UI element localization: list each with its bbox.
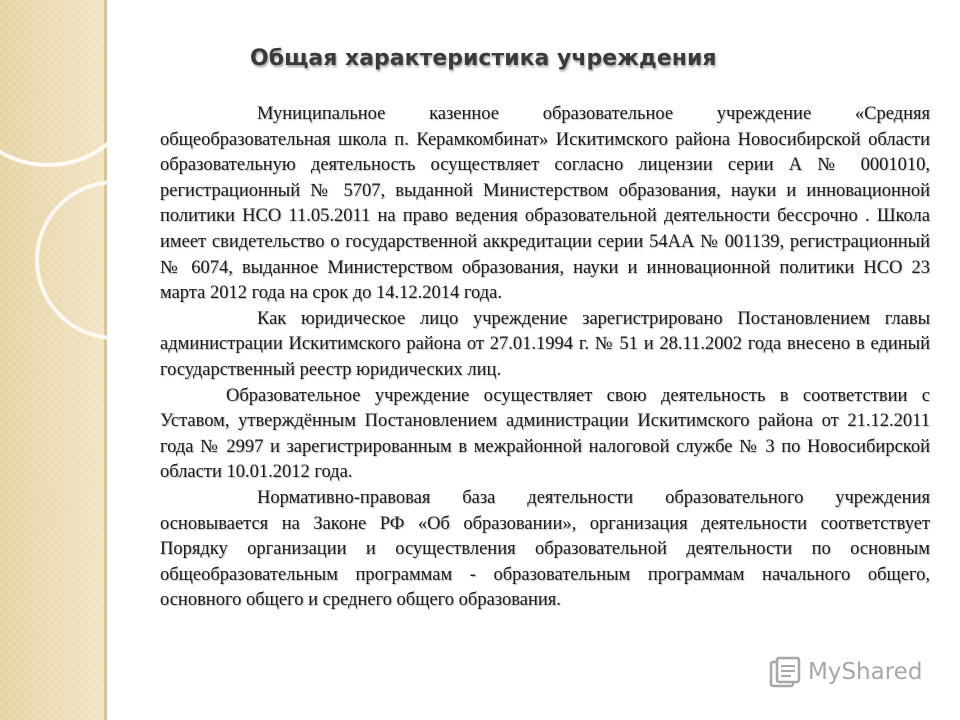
paragraph-license: Муниципальное казенное образовательное учреждение «Средняя общеобразовательная школа п. Керамкомбинат» Искитимского района Новосибирской области образовательную деятельность осуществляет согласно лицензии серии А № 0001010, регистрационный № 5707, выданной Министерством образования, науки и инновационной политики НСО 11.05.2011 на право ведения образовательной деятельности бессрочно . Школа имеет свидетельство о государственной аккредитации серии 54АА № 001139, регистрационный № 6074, выданное Министерством образования, науки и инновационной политики НСО 23 марта 2012 года на срок до 14.12.2014 года. bbox=[160, 104, 930, 304]
page-title: Общая характеристика учреждения bbox=[250, 46, 717, 71]
document-stack-icon bbox=[768, 655, 802, 689]
decorative-circle-large bbox=[0, 0, 143, 165]
body-text bbox=[160, 102, 930, 614]
paragraph-charter: Образовательное учреждение осуществляет свою деятельность в соответствии с Уставом, утверждённым Постановлением администрации Искитимского района от 21.12.2011 года № 2997 и зарегистрированным в межрайонной налоговой службе № 3 по Новосибирской области 10.01.2012 года. bbox=[160, 385, 930, 483]
paragraph-legal-basis: Нормативно-правовая база деятельности образовательного учреждения основывается на Законе РФ «Об образовании», организация деятельности соответствует Порядку организации и осуществления образовательной деятельности по основным общеобразовательным программам - образовательным программам начального общего, основного общего и среднего общего образования. bbox=[160, 487, 930, 611]
watermark bbox=[768, 655, 922, 689]
watermark-text: MyShared bbox=[808, 659, 923, 685]
paragraph-registration: Как юридическое лицо учреждение зарегистрировано Постановлением главы администрации Искитимского района от 27.01.1994 г. № 51 и 28.11.2002 года внесено в единый государственный реестр юридических лиц. bbox=[160, 308, 930, 380]
